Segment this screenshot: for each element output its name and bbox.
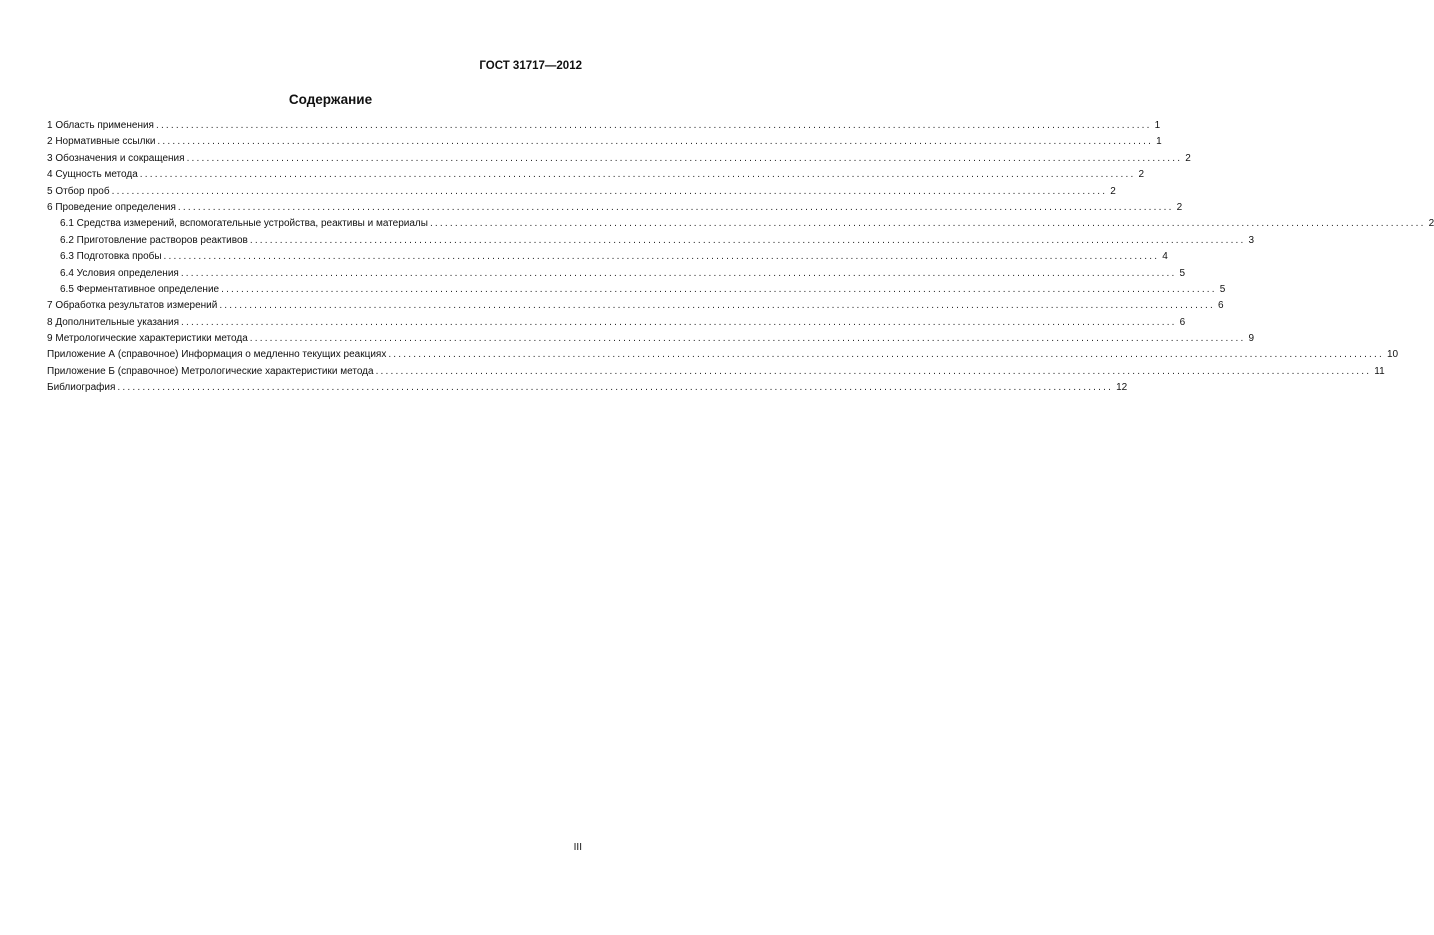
toc-entry-label: 4 Сущность метода bbox=[47, 169, 138, 181]
toc-entry[interactable] bbox=[47, 364, 1385, 380]
toc-subentry[interactable] bbox=[47, 249, 1168, 265]
toc-entry-page: 6 bbox=[1179, 316, 1186, 328]
toc-leader-dots: ........................................................................................................................................................................................................ bbox=[111, 185, 1108, 197]
toc-leader-dots: ........................................................................................................................................................................................................ bbox=[180, 267, 1177, 279]
toc-leader-dots: ........................................................................................................................................................................................................ bbox=[139, 169, 1136, 181]
toc-leader-dots: ........................................................................................................................................................................................................ bbox=[249, 234, 1246, 246]
doc-code-header: ГОСТ 31717—2012 bbox=[479, 60, 582, 72]
toc-subentry[interactable] bbox=[47, 282, 1226, 298]
toc-entry-page: 2 bbox=[1176, 201, 1183, 213]
toc-title: Содержание bbox=[288, 92, 373, 107]
toc-leader-dots: ........................................................................................................................................................................................................ bbox=[155, 120, 1152, 131]
toc-entry[interactable] bbox=[47, 298, 1224, 314]
toc-entry-label: 2 Нормативные ссылки bbox=[47, 136, 156, 148]
toc-leader-dots: ........................................................................................................................................................................................................ bbox=[429, 218, 1426, 230]
toc-entry-label: Приложение Б (справочное) Метрологические характеристики метода bbox=[47, 365, 374, 377]
toc-entry-label: 6.5 Ферментативное определение bbox=[60, 283, 220, 295]
toc-entry[interactable] bbox=[47, 331, 1254, 347]
table-of-contents bbox=[47, 118, 1434, 397]
toc-subentry[interactable] bbox=[47, 233, 1255, 249]
toc-entry-page: 12 bbox=[1116, 382, 1128, 394]
toc-leader-dots: ........................................................................................................................................................................................................ bbox=[375, 365, 1372, 377]
toc-entry[interactable] bbox=[47, 134, 1162, 150]
toc-leader-dots: ........................................................................................................................................................................................................ bbox=[186, 152, 1183, 164]
toc-entry[interactable] bbox=[47, 347, 1399, 363]
page-number: III bbox=[573, 842, 582, 853]
toc-entry-page: 2 bbox=[1110, 185, 1116, 197]
toc-leader-dots: ........................................................................................................................................................................................................ bbox=[249, 333, 1246, 345]
toc-leader-dots: ........................................................................................................................................................................................................ bbox=[177, 201, 1174, 213]
toc-leader-dots: ........................................................................................................................................................................................................ bbox=[388, 349, 1384, 361]
toc-entry-label: 6.4 Условия определения bbox=[60, 267, 179, 279]
toc-leader-dots: ........................................................................................................................................................................................................ bbox=[181, 316, 1177, 328]
toc-entry-label: 7 Обработка результатов измерений bbox=[47, 300, 218, 312]
toc-leader-dots: ........................................................................................................................................................................................................ bbox=[117, 382, 1114, 394]
toc-entry[interactable] bbox=[47, 315, 1186, 331]
toc-entry[interactable] bbox=[47, 151, 1191, 167]
toc-entry-page: 2 bbox=[1428, 218, 1434, 230]
toc-entry-label: 5 Отбор проб bbox=[47, 185, 110, 197]
toc-entry-page: 9 bbox=[1248, 333, 1254, 345]
toc-entry[interactable] bbox=[47, 380, 1128, 396]
toc-entry-page: 5 bbox=[1219, 283, 1226, 295]
toc-entry-page: 11 bbox=[1374, 365, 1385, 377]
toc-entry-page: 1 bbox=[1156, 136, 1162, 148]
toc-entry-label: Приложение А (справочное) Информация о медленно текущих реакциях bbox=[47, 349, 387, 361]
toc-entry-page: 1 bbox=[1154, 120, 1161, 131]
toc-entry-page: 2 bbox=[1138, 169, 1144, 181]
toc-entry-label: 8 Дополнительные указания bbox=[47, 316, 179, 328]
toc-subentry[interactable] bbox=[47, 266, 1186, 282]
toc-entry-label: 9 Метрологические характеристики метода bbox=[47, 333, 248, 345]
toc-entry-page: 4 bbox=[1162, 251, 1168, 263]
toc-entry-page: 5 bbox=[1179, 267, 1186, 279]
toc-entry-page: 6 bbox=[1218, 300, 1224, 312]
toc-entry-label: 6.3 Подготовка пробы bbox=[60, 251, 162, 263]
toc-entry[interactable] bbox=[47, 200, 1183, 216]
toc-entry[interactable] bbox=[47, 184, 1116, 200]
toc-entry[interactable] bbox=[47, 118, 1161, 134]
toc-entry-page: 10 bbox=[1387, 349, 1399, 361]
toc-entry-label: 1 Область применения bbox=[47, 120, 154, 131]
toc-subentry[interactable] bbox=[47, 216, 1434, 232]
toc-entry-label: Библиография bbox=[47, 382, 116, 394]
toc-leader-dots: ........................................................................................................................................................................................................ bbox=[221, 283, 1217, 295]
toc-entry-label: 3 Обозначения и сокращения bbox=[47, 152, 185, 164]
toc-leader-dots: ........................................................................................................................................................................................................ bbox=[163, 251, 1160, 263]
toc-entry-label: 6 Проведение определения bbox=[47, 201, 176, 213]
toc-entry-page: 3 bbox=[1248, 234, 1255, 246]
toc-entry-label: 6.2 Приготовление растворов реактивов bbox=[60, 234, 248, 246]
toc-entry-label: 6.1 Средства измерений, вспомогательные устройства, реактивы и материалы bbox=[60, 218, 428, 230]
toc-leader-dots: ........................................................................................................................................................................................................ bbox=[219, 300, 1215, 312]
toc-entry[interactable] bbox=[47, 167, 1144, 183]
toc-entry-page: 2 bbox=[1185, 152, 1191, 164]
toc-leader-dots: ........................................................................................................................................................................................................ bbox=[157, 136, 1154, 148]
